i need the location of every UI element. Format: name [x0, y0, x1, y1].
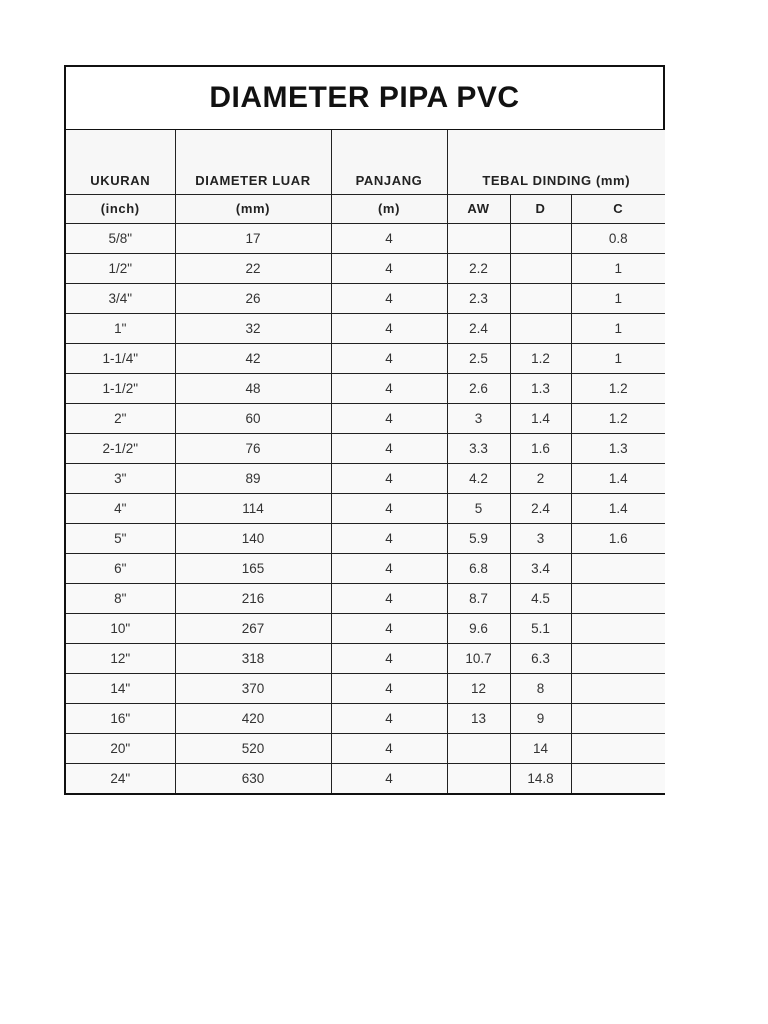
table-row: [66, 613, 665, 643]
title-row: [66, 67, 663, 130]
cell-d: 9: [510, 703, 571, 733]
cell-c: 1.2: [571, 403, 665, 433]
cell-c: 1.4: [571, 493, 665, 523]
cell-panjang: 4: [331, 613, 447, 643]
cell-panjang: 4: [331, 433, 447, 463]
table-row: [66, 553, 665, 583]
cell-d: 2.4: [510, 493, 571, 523]
cell-d: 14: [510, 733, 571, 763]
cell-d: 1.2: [510, 343, 571, 373]
cell-panjang: 4: [331, 493, 447, 523]
cell-diameter-luar: 60: [175, 403, 331, 433]
subheader-row: [66, 194, 665, 223]
table-row: [66, 283, 665, 313]
cell-panjang: 4: [331, 253, 447, 283]
cell-aw: 9.6: [447, 613, 510, 643]
cell-aw: 2.2: [447, 253, 510, 283]
cell-diameter-luar: 216: [175, 583, 331, 613]
cell-c: 0.8: [571, 223, 665, 253]
cell-panjang: 4: [331, 763, 447, 793]
cell-d: 4.5: [510, 583, 571, 613]
cell-ukuran: 5/8": [66, 223, 175, 253]
subheader-d: D: [510, 194, 571, 223]
cell-diameter-luar: 267: [175, 613, 331, 643]
header-panjang: PANJANG: [331, 130, 447, 194]
cell-diameter-luar: 165: [175, 553, 331, 583]
cell-panjang: 4: [331, 703, 447, 733]
cell-c: [571, 673, 665, 703]
cell-diameter-luar: 22: [175, 253, 331, 283]
cell-ukuran: 1": [66, 313, 175, 343]
cell-panjang: 4: [331, 673, 447, 703]
cell-c: [571, 643, 665, 673]
cell-c: 1: [571, 253, 665, 283]
cell-d: 3: [510, 523, 571, 553]
table-row: [66, 643, 665, 673]
cell-c: [571, 763, 665, 793]
table-row: [66, 463, 665, 493]
cell-aw: 4.2: [447, 463, 510, 493]
cell-aw: 2.3: [447, 283, 510, 313]
cell-c: 1: [571, 283, 665, 313]
cell-panjang: 4: [331, 523, 447, 553]
cell-d: 8: [510, 673, 571, 703]
cell-ukuran: 12": [66, 643, 175, 673]
cell-diameter-luar: 17: [175, 223, 331, 253]
cell-aw: 5: [447, 493, 510, 523]
cell-ukuran: 4": [66, 493, 175, 523]
cell-diameter-luar: 76: [175, 433, 331, 463]
cell-ukuran: 3": [66, 463, 175, 493]
table-body: [66, 223, 665, 793]
cell-aw: [447, 223, 510, 253]
cell-c: 1.2: [571, 373, 665, 403]
cell-diameter-luar: 420: [175, 703, 331, 733]
cell-d: 1.4: [510, 403, 571, 433]
table-row: [66, 373, 665, 403]
subheader-inch: (inch): [66, 194, 175, 223]
cell-panjang: 4: [331, 283, 447, 313]
cell-d: 2: [510, 463, 571, 493]
cell-diameter-luar: 32: [175, 313, 331, 343]
table-row: [66, 673, 665, 703]
cell-c: 1: [571, 343, 665, 373]
cell-c: 1.3: [571, 433, 665, 463]
cell-diameter-luar: 48: [175, 373, 331, 403]
cell-ukuran: 2-1/2": [66, 433, 175, 463]
cell-ukuran: 24": [66, 763, 175, 793]
cell-ukuran: 1-1/4": [66, 343, 175, 373]
table-row: [66, 433, 665, 463]
table-row: [66, 733, 665, 763]
table-row: [66, 703, 665, 733]
cell-aw: 3.3: [447, 433, 510, 463]
cell-ukuran: 20": [66, 733, 175, 763]
cell-ukuran: 16": [66, 703, 175, 733]
cell-c: 1.4: [571, 463, 665, 493]
cell-c: [571, 703, 665, 733]
table-row: [66, 403, 665, 433]
cell-panjang: 4: [331, 223, 447, 253]
cell-panjang: 4: [331, 643, 447, 673]
cell-ukuran: 8": [66, 583, 175, 613]
cell-panjang: 4: [331, 583, 447, 613]
cell-d: [510, 253, 571, 283]
cell-ukuran: 3/4": [66, 283, 175, 313]
table-row: [66, 763, 665, 793]
cell-ukuran: 1/2": [66, 253, 175, 283]
table-row: [66, 523, 665, 553]
cell-c: [571, 613, 665, 643]
subheader-mm: (mm): [175, 194, 331, 223]
subheader-c: C: [571, 194, 665, 223]
cell-d: [510, 313, 571, 343]
cell-diameter-luar: 520: [175, 733, 331, 763]
cell-aw: 2.6: [447, 373, 510, 403]
cell-d: [510, 283, 571, 313]
header-ukuran: UKURAN: [66, 130, 175, 194]
cell-c: 1: [571, 313, 665, 343]
cell-aw: 12: [447, 673, 510, 703]
cell-c: [571, 733, 665, 763]
header-row: [66, 130, 665, 194]
cell-aw: [447, 733, 510, 763]
cell-ukuran: 10": [66, 613, 175, 643]
sheet-title: DIAMETER PIPA PVC: [209, 81, 520, 114]
cell-diameter-luar: 370: [175, 673, 331, 703]
cell-panjang: 4: [331, 553, 447, 583]
table-row: [66, 493, 665, 523]
table-row: [66, 343, 665, 373]
cell-aw: 3: [447, 403, 510, 433]
cell-aw: 2.5: [447, 343, 510, 373]
cell-d: 14.8: [510, 763, 571, 793]
cell-ukuran: 6": [66, 553, 175, 583]
cell-diameter-luar: 630: [175, 763, 331, 793]
table-row: [66, 313, 665, 343]
cell-aw: 2.4: [447, 313, 510, 343]
cell-diameter-luar: 318: [175, 643, 331, 673]
cell-aw: 5.9: [447, 523, 510, 553]
cell-d: 3.4: [510, 553, 571, 583]
cell-aw: 8.7: [447, 583, 510, 613]
cell-ukuran: 1-1/2": [66, 373, 175, 403]
cell-ukuran: 14": [66, 673, 175, 703]
header-tebal-dinding: TEBAL DINDING (mm): [447, 130, 665, 194]
cell-d: 5.1: [510, 613, 571, 643]
cell-panjang: 4: [331, 463, 447, 493]
cell-ukuran: 5": [66, 523, 175, 553]
cell-diameter-luar: 140: [175, 523, 331, 553]
cell-diameter-luar: 89: [175, 463, 331, 493]
cell-ukuran: 2": [66, 403, 175, 433]
cell-panjang: 4: [331, 343, 447, 373]
cell-aw: [447, 763, 510, 793]
cell-diameter-luar: 26: [175, 283, 331, 313]
cell-d: 1.6: [510, 433, 571, 463]
cell-c: 1.6: [571, 523, 665, 553]
subheader-aw: AW: [447, 194, 510, 223]
subheader-m: (m): [331, 194, 447, 223]
cell-aw: 10.7: [447, 643, 510, 673]
header-diameter-luar: DIAMETER LUAR: [175, 130, 331, 194]
cell-panjang: 4: [331, 313, 447, 343]
cell-d: 1.3: [510, 373, 571, 403]
cell-c: [571, 583, 665, 613]
pipe-table: [66, 130, 665, 793]
cell-panjang: 4: [331, 733, 447, 763]
cell-diameter-luar: 42: [175, 343, 331, 373]
table-row: [66, 253, 665, 283]
cell-panjang: 4: [331, 403, 447, 433]
pipe-diameter-sheet: [64, 65, 665, 795]
cell-diameter-luar: 114: [175, 493, 331, 523]
cell-aw: 13: [447, 703, 510, 733]
table-row: [66, 223, 665, 253]
cell-c: [571, 553, 665, 583]
cell-d: 6.3: [510, 643, 571, 673]
table-row: [66, 583, 665, 613]
cell-d: [510, 223, 571, 253]
cell-panjang: 4: [331, 373, 447, 403]
cell-aw: 6.8: [447, 553, 510, 583]
